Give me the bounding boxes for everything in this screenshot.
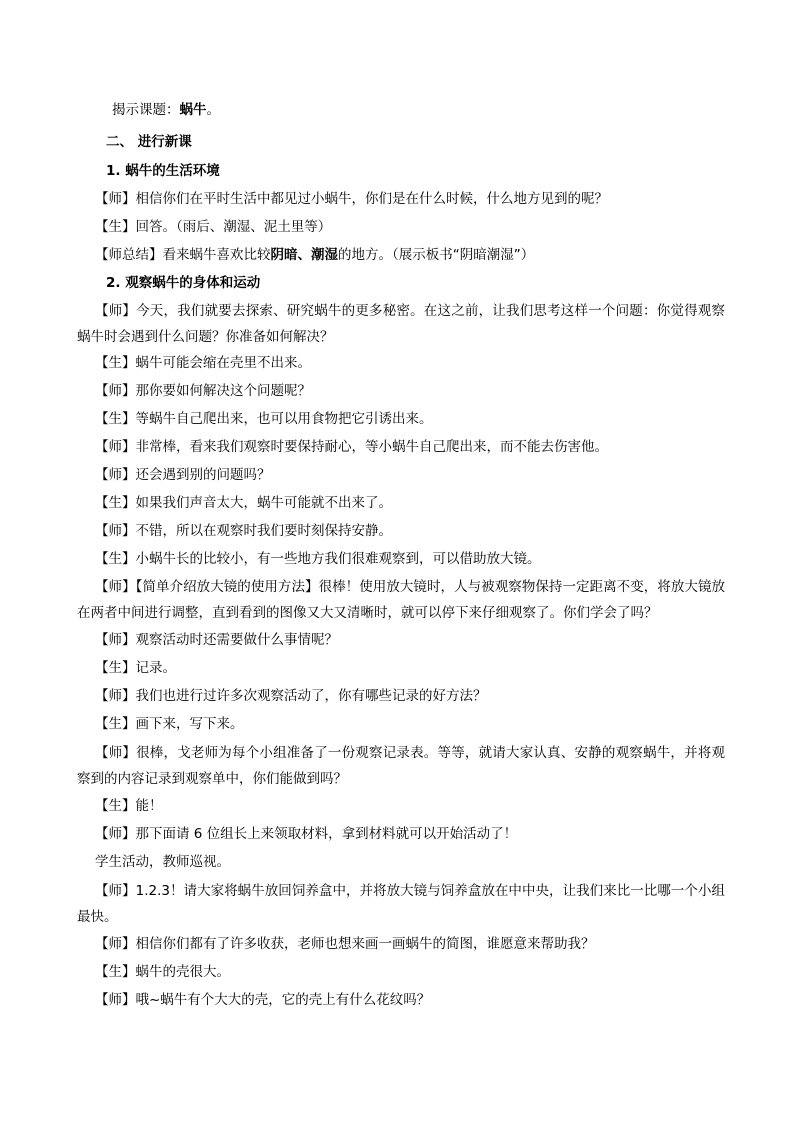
dialogue-line: 【生】如果我们声音太大，蜗牛可能就不出来了。 xyxy=(95,495,392,511)
reveal-suffix: 。 xyxy=(206,102,220,118)
subsection-2-heading: 2. 观察蜗牛的身体和运动 xyxy=(106,275,261,291)
dialogue-paragraph: 【师】很棒，戈老师为每个小组准备了一份观察记录表。等等，就请大家认真、安静的观察蜗牛，并将观察到的内容记录到观察单中，你们能做到吗？ xyxy=(77,745,725,787)
dialogue-line: 【师】那你要如何解决这个问题呢？ xyxy=(95,383,311,399)
dialogue-line: 【师】那下面请 6 位组长上来领取材料，拿到材料就可以开始活动了！ xyxy=(95,826,518,842)
dialogue-line: 【生】能！ xyxy=(95,798,163,814)
dialogue-line: 【生】记录。 xyxy=(95,660,176,676)
dialogue-line: 【生】回答。（雨后、潮湿、泥土里等） xyxy=(95,219,332,235)
reveal-topic: 蜗牛 xyxy=(179,102,207,118)
reveal-topic-line xyxy=(112,99,742,121)
summary-before: 【师总结】看来蜗牛喜欢比较 xyxy=(95,247,271,263)
summary-after: 的地方。（展示板书“阴暗潮湿”） xyxy=(338,247,535,263)
dialogue-line: 学生活动，教师巡视。 xyxy=(95,854,230,870)
dialogue-line: 【师】我们也进行过许多次观察活动了，你有哪些记录的好方法？ xyxy=(95,688,487,704)
dialogue-line: 【师】还会遇到别的问题吗？ xyxy=(95,467,271,483)
subsection-1-heading: 1. 蜗牛的生活环境 xyxy=(106,163,220,179)
summary-bold: 阴暗、潮湿 xyxy=(270,247,338,263)
dialogue-line: 【师】不错，所以在观察时我们要时刻保持安静。 xyxy=(95,523,392,539)
teacher-summary-line xyxy=(95,244,725,266)
dialogue-paragraph: 【师】1.2.3！请大家将蜗牛放回饲养盒中，并将放大镜与饲养盒放在中中央，让我们来比一比哪一个小组最快。 xyxy=(77,883,725,925)
dialogue-line: 【生】画下来，写下来。 xyxy=(95,716,244,732)
dialogue-paragraph: 【师】今天，我们就要去探索、研究蜗牛的更多秘密。在这之前，让我们思考这样一个问题：你觉得观察蜗牛时会遇到什么问题？你准备如何解决？ xyxy=(77,303,725,345)
dialogue-line: 【生】蜗牛可能会缩在壳里不出来。 xyxy=(95,355,311,371)
dialogue-line: 【师】非常棒，看来我们观察时要保持耐心，等小蜗牛自己爬出来，而不能去伤害他。 xyxy=(95,439,608,455)
dialogue-line: 【师】哦~蜗牛有个大大的壳，它的壳上有什么花纹吗？ xyxy=(95,992,431,1008)
dialogue-line: 【师】相信你们在平时生活中都见过小蜗牛，你们是在什么时候，什么地方见到的呢？ xyxy=(95,191,608,207)
section-2-heading: 二、 进行新课 xyxy=(106,134,192,150)
dialogue-paragraph: 【师】【简单介绍放大镜的使用方法】很棒！使用放大镜时，人与被观察物保持一定距离不变，将放大镜放在两者中间进行调整，直到看到的图像又大又清晰时，就可以停下来仔细观察了。你们学会了吗？ xyxy=(77,579,725,621)
reveal-prefix: 揭示课题： xyxy=(112,102,180,118)
dialogue-line: 【生】小蜗牛长的比较小，有一些地方我们很难观察到，可以借助放大镜。 xyxy=(95,551,541,567)
dialogue-line: 【师】观察活动时还需要做什么事情呢？ xyxy=(95,632,338,648)
dialogue-line: 【师】相信你们都有了许多收获，老师也想来画一画蜗牛的简图，谁愿意来帮助我？ xyxy=(95,936,595,952)
dialogue-line: 【生】等蜗牛自己爬出来，也可以用食物把它引诱出来。 xyxy=(95,411,433,427)
dialogue-line: 【生】蜗牛的壳很大。 xyxy=(95,964,230,980)
